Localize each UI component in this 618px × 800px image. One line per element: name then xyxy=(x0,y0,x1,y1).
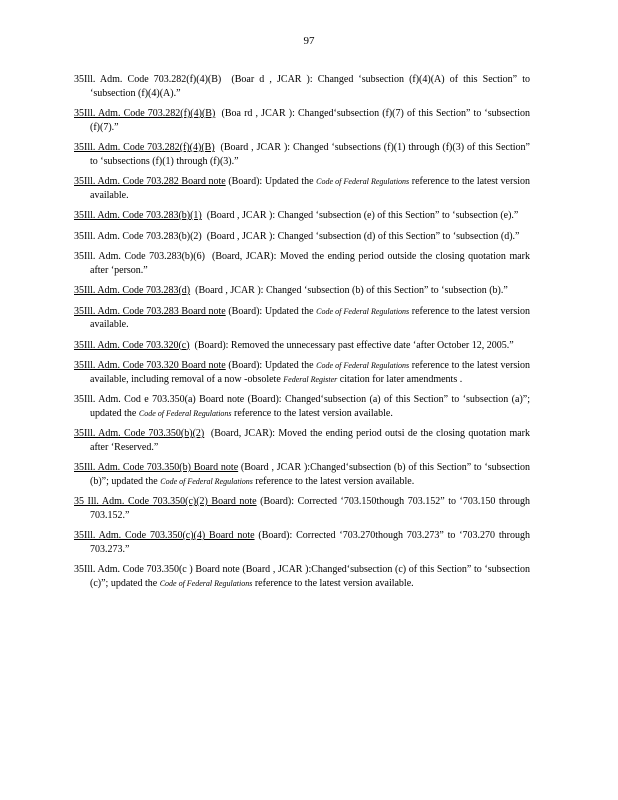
citation: 35Ill. Adm. Code 703.283(b)(6) xyxy=(74,251,205,262)
citation: 35Ill. Adm. Code 703.320(c) xyxy=(74,339,190,351)
amendment-text: (Board): Corrected ‘703.270though 703.273” to ‘703.270 through 703.273.” xyxy=(90,530,533,555)
amendment-entry xyxy=(74,284,530,298)
italic-reference: Code of Federal Regulations xyxy=(316,177,410,186)
amendment-text: (Boar d , JCAR ): Changed ‘subsection (f)(4)(A) of this Section” to ‘subsection (f)(4)(A).” xyxy=(90,74,533,99)
amendment-text: (Boa rd , JCAR ): Changed‘subsection (f)(7) of this Section” to ‘subsection (f)(7).” xyxy=(90,108,533,133)
amendment-text: reference to the latest version available. xyxy=(252,475,415,487)
citation: 35Ill. Adm. Code 703.350(c)(4) Board note xyxy=(74,530,255,541)
amendment-text: (Board): Corrected ‘703.150though 703.152” to ‘703.150 through 703.152.” xyxy=(90,496,533,521)
citation: 35Ill. Adm. Code 703.282 Board note xyxy=(74,176,226,187)
amendment-entry xyxy=(74,209,530,223)
amendment-text: (Board , JCAR ): Changed ‘subsection (d) of this Section” to ‘subsection (d).” xyxy=(201,230,520,242)
italic-reference: Federal Register xyxy=(283,374,338,384)
amendment-text: (Board): Changed‘subsection (a) of this Section” to ‘subsection (a)”; updated the xyxy=(90,394,533,419)
amendment-entry xyxy=(74,495,533,522)
amendment-text: (Board, JCAR): Moved the ending period outside the closing quotation mark after ‘person.” xyxy=(90,251,533,276)
citation: 35Ill. Adm. Code 703.350(b)(2) xyxy=(74,428,205,439)
citation: 35Ill. Adm. Code 703.320 Board note xyxy=(74,360,226,371)
citation: 35Ill. Adm. Code 703.282(f)(4)(B) xyxy=(74,74,222,85)
amendment-text: (Board, JCAR): Moved the ending period outsi de the closing quotation mark after ‘Reserved.” xyxy=(90,428,533,453)
amendment-list xyxy=(74,73,533,597)
italic-reference: Code of Federal Regulations xyxy=(316,306,410,316)
citation: 35Ill. Adm. Code 703.283 Board note xyxy=(74,305,226,317)
amendment-entry xyxy=(74,359,533,386)
amendment-entry xyxy=(74,250,533,277)
amendment-text: (Board , JCAR ): Changed ‘subsections (f)(1) through (f)(3) of this Section” to ‘subsections (f)(1) through (f)(3).” xyxy=(90,142,533,167)
amendment-entry xyxy=(74,461,533,488)
amendment-entry xyxy=(74,563,533,590)
amendment-text: reference to the latest version available, including removal of a now -obsolete xyxy=(90,360,533,385)
amendment-entry xyxy=(74,427,533,454)
amendment-entry xyxy=(74,73,533,100)
page-number: 97 xyxy=(303,35,315,47)
citation: 35Ill. Adm. Code 703.350(c ) Board note xyxy=(74,564,240,575)
amendment-text: citation for later amendments . xyxy=(337,373,463,385)
amendment-text: (Board , JCAR ): Changed ‘subsection (b) of this Section” to ‘subsection (b).” xyxy=(190,285,508,296)
italic-reference: Code of Federal Regulations xyxy=(160,476,253,486)
citation: 35Ill. Adm. Code 703.282(f)(4)(B) xyxy=(74,142,215,153)
citation: 35Ill. Adm. Code 703.282(f)(4)(B) xyxy=(74,108,216,119)
citation: 35Ill. Adm. Code 703.283(b)(2) xyxy=(74,230,202,242)
amendment-entry xyxy=(74,141,533,168)
amendment-text: (Board): Updated the xyxy=(225,176,317,187)
amendment-entry xyxy=(74,339,530,353)
amendment-text: (Board , JCAR ): Changed ‘subsection (e) of this Section” to ‘subsection (e).” xyxy=(201,210,519,221)
amendment-text: reference to the latest version available. xyxy=(231,407,393,419)
amendment-text: reference to the latest version available. xyxy=(252,577,414,589)
amendment-text: (Board): Removed the unnecessary past effective date ‘after October 12, 2005.” xyxy=(189,339,514,351)
amendment-entry xyxy=(74,529,533,556)
amendment-text: (Board , JCAR ):Changed‘subsection (c) of this Section” to ‘subsection (c)”; updated the xyxy=(90,564,533,589)
amendment-entry xyxy=(74,175,533,202)
citation: 35Ill. Adm. Cod e 703.350(a) Board note xyxy=(74,394,245,405)
amendment-text: reference to the latest version available. xyxy=(90,176,533,201)
citation: 35Ill. Adm. Code 703.350(b) Board note xyxy=(74,462,239,473)
citation: 35 Ill. Adm. Code 703.350(c)(2) Board note xyxy=(74,496,257,507)
amendment-entry xyxy=(74,107,533,134)
italic-reference: Code of Federal Regulations xyxy=(159,578,253,588)
amendment-text: reference to the latest version available. xyxy=(90,305,533,330)
amendment-text: (Board , JCAR ):Changed‘subsection (b) of this Section” to ‘subsection (b)”; updated the xyxy=(90,462,533,487)
amendment-text: (Board): Updated the xyxy=(225,360,317,371)
amendment-entry xyxy=(74,393,533,420)
amendment-entry xyxy=(74,230,530,244)
citation: 35Ill. Adm. Code 703.283(b)(1) xyxy=(74,210,202,221)
amendment-entry xyxy=(74,305,533,332)
amendment-text: (Board): Updated the xyxy=(225,305,317,317)
italic-reference: Code of Federal Regulations xyxy=(316,361,410,370)
italic-reference: Code of Federal Regulations xyxy=(138,408,232,418)
citation: 35Ill. Adm. Code 703.283(d) xyxy=(74,285,191,296)
